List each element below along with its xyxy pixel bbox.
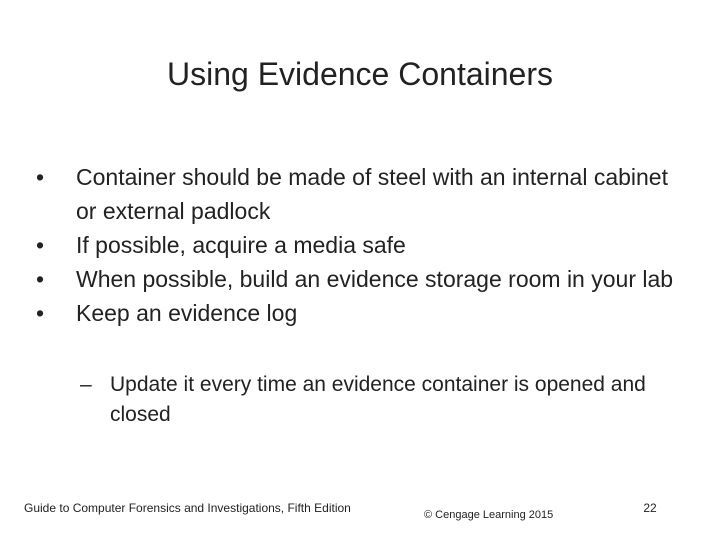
- bullet-item: [28, 262, 688, 296]
- bullet-marker: •: [35, 300, 45, 326]
- bullet-item: [28, 228, 688, 262]
- slide-title: Using Evidence Containers: [167, 56, 553, 92]
- bullet-list: [28, 160, 688, 330]
- bullet-item: [28, 296, 688, 330]
- bullet-text: Container should be made of steel with an internal cabinet or external padlock: [76, 164, 668, 224]
- bullet-marker: •: [35, 266, 45, 292]
- bullet-text: When possible, build an evidence storage room in your lab: [76, 266, 674, 292]
- footer-book-title: Guide to Computer Forensics and Investigations, Fifth Edition: [24, 501, 351, 515]
- bullet-text: Keep an evidence log: [76, 300, 298, 326]
- bullet-item: [28, 160, 688, 228]
- bullet-marker: •: [35, 232, 45, 258]
- page-number: 22: [643, 501, 657, 515]
- footer-copyright: © Cengage Learning 2015: [424, 509, 554, 521]
- sub-bullet-item: [80, 370, 690, 430]
- sub-bullet-text: Update it every time an evidence container is opened and closed: [110, 373, 646, 426]
- sub-bullet-list: [80, 370, 690, 430]
- bullet-text: If possible, acquire a media safe: [76, 232, 406, 258]
- sub-bullet-marker: –: [80, 373, 92, 396]
- bullet-marker: •: [35, 164, 45, 190]
